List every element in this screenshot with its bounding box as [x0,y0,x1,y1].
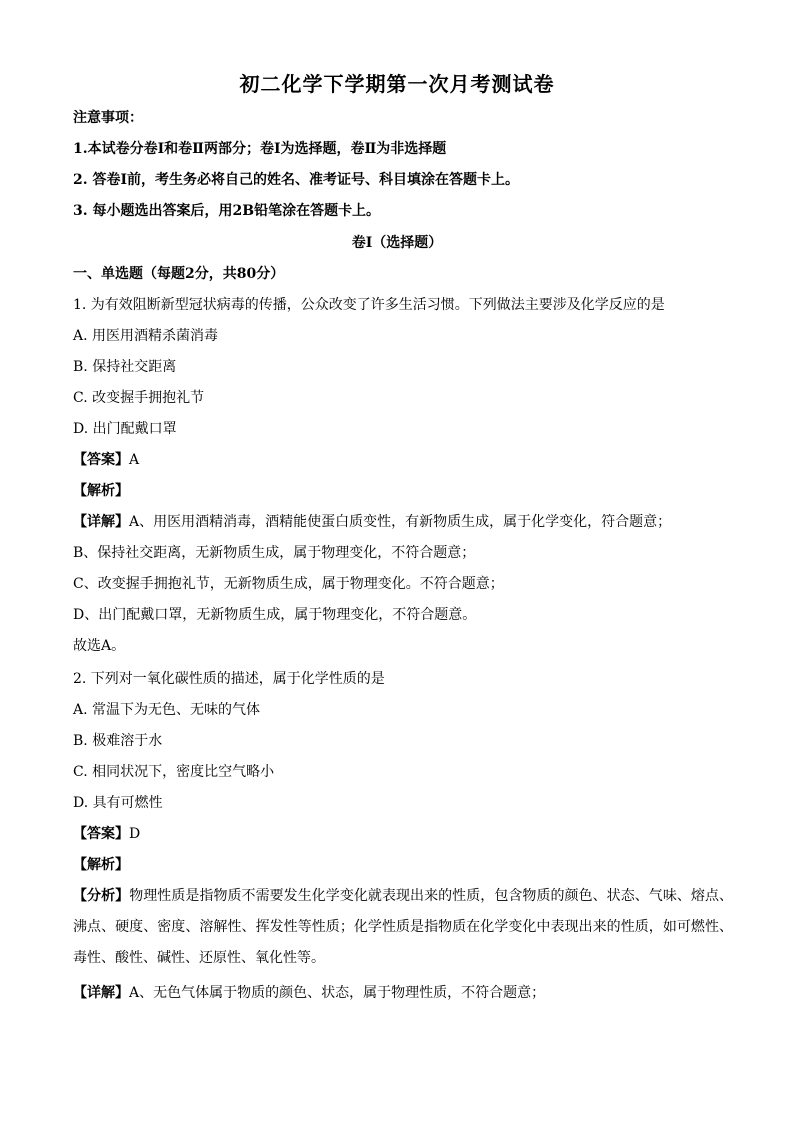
detail-line-d: D、出门配戴口罩，无新物质生成，属于物理变化，不符合题意。 [73,607,477,623]
part-heading: 卷Ⅰ（选择题） [351,235,443,251]
answer-value: D [129,826,141,842]
question-1-answer [73,450,733,470]
question-2-option-b: B. 极难溶于水 [73,733,163,749]
fenxi-text: 物理性质是指物质不需要发生化学变化就表现出来的性质，包含物质的颜色、状态、气味、熔点、沸点、硬度、密度、溶解性、挥发性等性质；化学性质是指物质在化学变化中表现出来的性质，如可燃性、毒性、酸性、碱性、还原性、氧化性等。 [73,888,734,966]
detail-conclusion: 故选A。 [73,638,126,654]
question-1-option-b: B. 保持社交距离 [73,359,177,375]
fenxi-tag: 【分析】 [73,888,130,904]
question-1-analysis-tag: 【解析】 [73,483,129,499]
section-heading: 一、单选题（每题2分，共80分） [73,266,285,282]
detail-line-b: B、保持社交距离，无新物质生成，属于物理变化，不符合题意； [73,545,476,561]
question-2-stem: 2. 下列对一氧化碳性质的描述，属于化学性质的是 [73,671,385,687]
answer-value: A [129,452,140,468]
notice-item-2: 2. 答卷Ⅰ前，考生务必将自己的姓名、准考证号、科目填涂在答题卡上。 [73,172,520,188]
detail-line-c: C、改变握手拥抱礼节，无新物质生成，属于物理变化。不符合题意； [73,576,504,592]
question-2-answer [73,824,733,844]
question-1-stem: 1. 为有效阻断新型冠状病毒的传播，公众改变了许多生活习惯。下列做法主要涉及化学反应的是 [73,297,665,313]
notice-heading: 注意事项： [73,110,143,126]
question-2-option-c: C. 相同状况下，密度比空气略小 [73,764,275,780]
detail-line-a: A、无色气体属于物质的颜色、状态，属于物理性质，不符合题意； [129,985,546,1001]
question-2-option-d: D. 具有可燃性 [73,795,163,811]
detail-line-a: A、用医用酒精消毒，酒精能使蛋白质变性，有新物质生成，属于化学变化，符合题意； [129,514,672,530]
notice-item-3: 3. 每小题选出答案后，用2B铅笔涂在答题卡上。 [73,203,381,219]
question-1-option-d: D. 出门配戴口罩 [73,421,177,437]
detail-tag: 【详解】 [73,985,129,1001]
question-2-analysis-tag: 【解析】 [73,857,129,873]
question-2-option-a: A. 常温下为无色、无味的气体 [73,702,261,718]
answer-tag: 【答案】 [73,452,129,468]
notice-item-1: 1.本试卷分卷Ⅰ和卷Ⅱ两部分；卷Ⅰ为选择题，卷Ⅱ为非选择题 [73,141,447,157]
question-1-detail [73,512,733,532]
page-title: 初二化学下学期第一次月考测试卷 [239,72,555,96]
answer-tag: 【答案】 [73,826,129,842]
question-2-detail [73,983,733,1003]
question-1-option-c: C. 改变握手拥抱礼节 [73,390,205,406]
question-2-fenxi [73,881,733,974]
detail-tag: 【详解】 [73,514,129,530]
question-1-option-a: A. 用医用酒精杀菌消毒 [73,328,219,344]
